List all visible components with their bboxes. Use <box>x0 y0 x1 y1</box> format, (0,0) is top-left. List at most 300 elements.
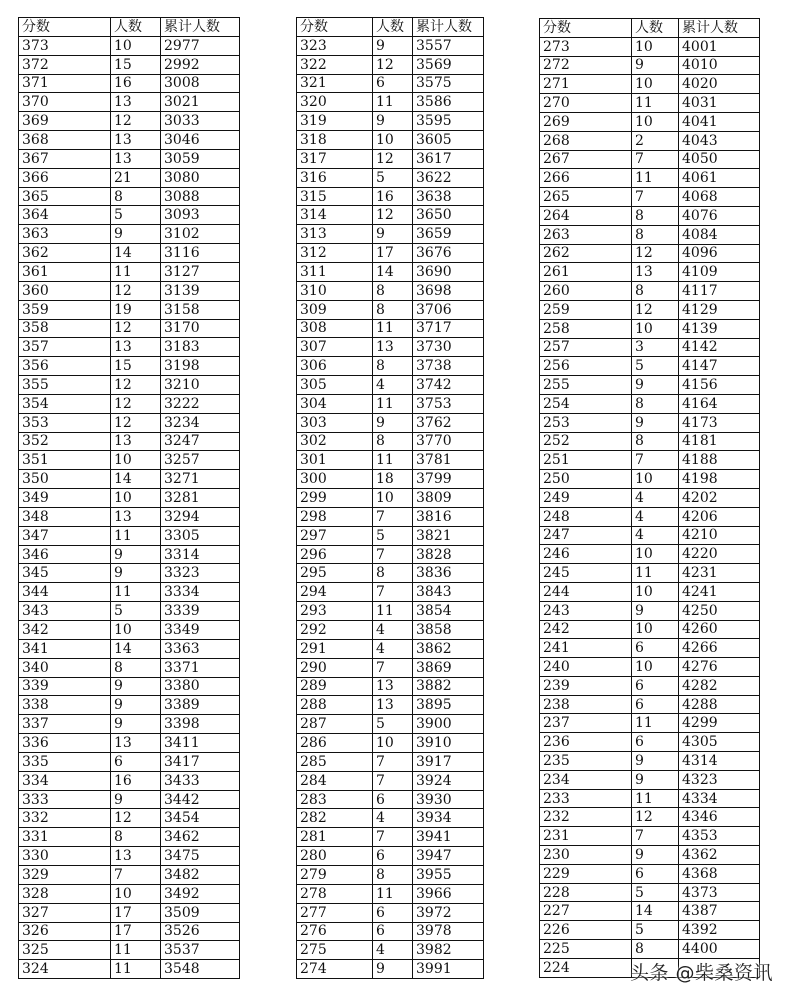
cell-cumulative: 3978 <box>413 922 484 941</box>
cell-count: 12 <box>373 206 413 225</box>
cell-count: 12 <box>111 112 161 131</box>
table-row <box>540 789 760 808</box>
table-row <box>297 771 484 790</box>
table-row <box>297 828 484 847</box>
cell-cumulative: 3257 <box>161 451 240 470</box>
cell-cumulative: 3033 <box>161 112 240 131</box>
cell-cumulative: 4041 <box>679 112 760 131</box>
header-count: 人数 <box>111 18 161 37</box>
table-row <box>19 244 240 263</box>
cell-cumulative: 3475 <box>161 847 240 866</box>
cell-score: 363 <box>19 225 111 244</box>
table-row <box>297 903 484 922</box>
cell-score: 275 <box>297 941 373 960</box>
cell-score: 308 <box>297 319 373 338</box>
cell-score: 247 <box>540 526 632 545</box>
cell-count: 8 <box>632 206 679 225</box>
table-row <box>540 921 760 940</box>
cell-score: 277 <box>297 903 373 922</box>
cell-count: 5 <box>632 357 679 376</box>
cell-count: 15 <box>111 357 161 376</box>
cell-cumulative: 4323 <box>679 770 760 789</box>
table-row <box>297 244 484 263</box>
table-row <box>540 470 760 489</box>
cell-count: 9 <box>632 770 679 789</box>
cell-cumulative: 3799 <box>413 470 484 489</box>
cell-score: 365 <box>19 187 111 206</box>
cell-score: 246 <box>540 545 632 564</box>
table-row <box>297 93 484 112</box>
table-row <box>297 752 484 771</box>
cell-score: 285 <box>297 752 373 771</box>
cell-cumulative: 3762 <box>413 413 484 432</box>
cell-count: 4 <box>632 507 679 526</box>
cell-count: 13 <box>111 131 161 150</box>
table-row <box>19 413 240 432</box>
cell-score: 312 <box>297 244 373 263</box>
table-body <box>297 36 484 978</box>
cell-cumulative: 4020 <box>679 75 760 94</box>
table-row <box>540 300 760 319</box>
cell-cumulative: 3349 <box>161 621 240 640</box>
cell-score: 281 <box>297 828 373 847</box>
table-row <box>540 846 760 865</box>
cell-count: 14 <box>111 470 161 489</box>
cell-cumulative: 2992 <box>161 55 240 74</box>
table-row <box>540 883 760 902</box>
table-row <box>19 809 240 828</box>
cell-count: 11 <box>111 583 161 602</box>
table-row <box>540 338 760 357</box>
cell-cumulative: 3210 <box>161 376 240 395</box>
table-row <box>19 583 240 602</box>
cell-cumulative: 4117 <box>679 282 760 301</box>
table-row <box>540 526 760 545</box>
cell-cumulative: 4109 <box>679 263 760 282</box>
table-row <box>19 55 240 74</box>
cell-score: 296 <box>297 545 373 564</box>
cell-score: 339 <box>19 677 111 696</box>
cell-count: 11 <box>111 526 161 545</box>
cell-cumulative: 3650 <box>413 206 484 225</box>
cell-score: 366 <box>19 168 111 187</box>
cell-score: 295 <box>297 564 373 583</box>
table-row <box>297 451 484 470</box>
table-row <box>19 376 240 395</box>
table-row <box>540 94 760 113</box>
cell-cumulative: 4334 <box>679 789 760 808</box>
table-row <box>297 526 484 545</box>
cell-cumulative: 3222 <box>161 394 240 413</box>
cell-count: 9 <box>111 225 161 244</box>
cell-cumulative: 3281 <box>161 489 240 508</box>
cell-cumulative: 4129 <box>679 300 760 319</box>
cell-cumulative: 3433 <box>161 771 240 790</box>
cell-count: 12 <box>373 55 413 74</box>
cell-cumulative: 4299 <box>679 714 760 733</box>
cell-cumulative: 3828 <box>413 545 484 564</box>
cell-cumulative: 4031 <box>679 94 760 113</box>
cell-cumulative: 4084 <box>679 225 760 244</box>
cell-score: 243 <box>540 601 632 620</box>
cell-score: 241 <box>540 639 632 658</box>
cell-score: 264 <box>540 206 632 225</box>
cell-score: 331 <box>19 828 111 847</box>
table-row <box>297 677 484 696</box>
table-row <box>540 188 760 207</box>
table-row <box>297 394 484 413</box>
cell-cumulative: 4353 <box>679 827 760 846</box>
score-table-3 <box>539 18 760 978</box>
cell-score: 315 <box>297 187 373 206</box>
cell-cumulative: 3116 <box>161 244 240 263</box>
cell-count: 7 <box>632 188 679 207</box>
cell-count: 7 <box>373 583 413 602</box>
table-row <box>540 376 760 395</box>
cell-score: 237 <box>540 714 632 733</box>
cell-count: 8 <box>632 940 679 959</box>
table-row <box>540 225 760 244</box>
cell-score: 371 <box>19 74 111 93</box>
table-row <box>297 36 484 55</box>
cell-score: 230 <box>540 846 632 865</box>
cell-count: 9 <box>373 413 413 432</box>
cell-score: 256 <box>540 357 632 376</box>
cell-score: 292 <box>297 621 373 640</box>
header-count: 人数 <box>373 18 413 37</box>
cell-count: 10 <box>373 131 413 150</box>
cell-cumulative: 4010 <box>679 56 760 75</box>
table-row <box>19 281 240 300</box>
cell-count: 12 <box>111 281 161 300</box>
table-row <box>540 131 760 150</box>
cell-score: 284 <box>297 771 373 790</box>
cell-cumulative: 3314 <box>161 545 240 564</box>
cell-count: 13 <box>111 847 161 866</box>
cell-count: 11 <box>373 394 413 413</box>
cell-score: 362 <box>19 244 111 263</box>
cell-score: 356 <box>19 357 111 376</box>
cell-score: 231 <box>540 827 632 846</box>
cell-count: 5 <box>373 526 413 545</box>
cell-cumulative: 4142 <box>679 338 760 357</box>
cell-cumulative: 3781 <box>413 451 484 470</box>
cell-count: 12 <box>632 244 679 263</box>
cell-cumulative: 4001 <box>679 37 760 56</box>
table-row <box>540 582 760 601</box>
table-row <box>297 564 484 583</box>
cell-score: 338 <box>19 696 111 715</box>
table-row <box>540 488 760 507</box>
cell-count: 11 <box>111 960 161 979</box>
table-row <box>297 715 484 734</box>
cell-cumulative: 4076 <box>679 206 760 225</box>
cell-count: 12 <box>111 809 161 828</box>
cell-cumulative: 3816 <box>413 507 484 526</box>
cell-score: 268 <box>540 131 632 150</box>
cell-cumulative: 3982 <box>413 941 484 960</box>
table-body <box>19 36 240 978</box>
cell-count: 9 <box>111 715 161 734</box>
cell-count: 13 <box>111 149 161 168</box>
cell-count: 7 <box>373 828 413 847</box>
cell-score: 276 <box>297 922 373 941</box>
cell-count: 4 <box>373 621 413 640</box>
table-row <box>540 658 760 677</box>
cell-cumulative: 3509 <box>161 903 240 922</box>
table-row <box>19 187 240 206</box>
table-row <box>297 262 484 281</box>
cell-score: 301 <box>297 451 373 470</box>
table-row <box>19 526 240 545</box>
cell-score: 327 <box>19 903 111 922</box>
cell-count: 9 <box>373 112 413 131</box>
table-row <box>297 960 484 979</box>
cell-score: 297 <box>297 526 373 545</box>
table-row <box>540 75 760 94</box>
cell-cumulative: 3548 <box>161 960 240 979</box>
cell-count: 10 <box>632 112 679 131</box>
cell-count: 9 <box>632 846 679 865</box>
cell-count: 5 <box>111 206 161 225</box>
table-row <box>19 112 240 131</box>
table-row <box>297 621 484 640</box>
table-row <box>19 696 240 715</box>
table-row <box>540 902 760 921</box>
cell-count: 6 <box>373 790 413 809</box>
table-row <box>19 715 240 734</box>
cell-score: 226 <box>540 921 632 940</box>
cell-score: 313 <box>297 225 373 244</box>
cell-cumulative: 3941 <box>413 828 484 847</box>
cell-score: 249 <box>540 488 632 507</box>
cell-score: 286 <box>297 734 373 753</box>
cell-count: 10 <box>111 884 161 903</box>
cell-count: 11 <box>373 884 413 903</box>
cell-score: 358 <box>19 319 111 338</box>
cell-cumulative: 3059 <box>161 149 240 168</box>
cell-score: 259 <box>540 300 632 319</box>
table-row <box>19 300 240 319</box>
table-row <box>19 828 240 847</box>
cell-cumulative: 3526 <box>161 922 240 941</box>
cell-score: 347 <box>19 526 111 545</box>
cell-count: 6 <box>632 676 679 695</box>
cell-count: 10 <box>632 37 679 56</box>
cell-score: 244 <box>540 582 632 601</box>
table-row <box>297 413 484 432</box>
cell-count: 8 <box>111 187 161 206</box>
table-row <box>540 37 760 56</box>
table-row <box>297 225 484 244</box>
table-row <box>19 847 240 866</box>
table-row <box>540 169 760 188</box>
cell-count: 7 <box>632 451 679 470</box>
cell-count: 11 <box>632 169 679 188</box>
cell-cumulative: 4164 <box>679 394 760 413</box>
cell-score: 305 <box>297 376 373 395</box>
cell-score: 340 <box>19 658 111 677</box>
cell-cumulative: 4314 <box>679 752 760 771</box>
cell-score: 332 <box>19 809 111 828</box>
cell-score: 232 <box>540 808 632 827</box>
cell-score: 309 <box>297 300 373 319</box>
cell-count: 4 <box>373 376 413 395</box>
cell-cumulative: 3569 <box>413 55 484 74</box>
cell-count: 11 <box>373 451 413 470</box>
table-row <box>19 734 240 753</box>
cell-score: 282 <box>297 809 373 828</box>
cell-score: 360 <box>19 281 111 300</box>
cell-count: 15 <box>111 55 161 74</box>
cell-count: 4 <box>632 488 679 507</box>
cell-cumulative: 3882 <box>413 677 484 696</box>
cell-count: 9 <box>111 677 161 696</box>
cell-score: 293 <box>297 602 373 621</box>
cell-cumulative: 4288 <box>679 695 760 714</box>
cell-count: 9 <box>373 36 413 55</box>
cell-count: 11 <box>373 319 413 338</box>
cell-count: 10 <box>111 36 161 55</box>
cell-cumulative: 4202 <box>679 488 760 507</box>
table-row <box>540 263 760 282</box>
cell-cumulative: 3854 <box>413 602 484 621</box>
cell-count: 8 <box>373 300 413 319</box>
cell-count: 6 <box>632 639 679 658</box>
cell-score: 255 <box>540 376 632 395</box>
cell-score: 274 <box>297 960 373 979</box>
cell-cumulative: 4210 <box>679 526 760 545</box>
cell-cumulative: 3934 <box>413 809 484 828</box>
cell-count: 11 <box>632 94 679 113</box>
cell-cumulative: 3843 <box>413 583 484 602</box>
cell-cumulative: 3398 <box>161 715 240 734</box>
table-row <box>540 282 760 301</box>
cell-cumulative: 3389 <box>161 696 240 715</box>
cell-score: 337 <box>19 715 111 734</box>
cell-cumulative: 3617 <box>413 149 484 168</box>
cell-cumulative: 4198 <box>679 470 760 489</box>
cell-score: 266 <box>540 169 632 188</box>
table-row <box>540 564 760 583</box>
score-table-1 <box>18 17 240 979</box>
cell-count: 19 <box>111 300 161 319</box>
cell-cumulative: 3955 <box>413 865 484 884</box>
cell-count: 9 <box>632 752 679 771</box>
table-row <box>540 733 760 752</box>
table-row <box>297 941 484 960</box>
cell-score: 302 <box>297 432 373 451</box>
cell-cumulative: 4387 <box>679 902 760 921</box>
header-score: 分数 <box>19 18 111 37</box>
cell-score: 245 <box>540 564 632 583</box>
cell-score: 335 <box>19 752 111 771</box>
cell-cumulative: 3294 <box>161 507 240 526</box>
cell-cumulative: 3305 <box>161 526 240 545</box>
cell-count: 7 <box>373 771 413 790</box>
cell-count: 6 <box>373 847 413 866</box>
cell-count: 12 <box>111 394 161 413</box>
cell-count: 10 <box>111 451 161 470</box>
cell-score: 261 <box>540 263 632 282</box>
cell-score: 306 <box>297 357 373 376</box>
cell-cumulative: 4368 <box>679 864 760 883</box>
cell-score: 270 <box>540 94 632 113</box>
cell-count: 6 <box>632 695 679 714</box>
cell-count: 11 <box>632 714 679 733</box>
cell-cumulative: 3770 <box>413 432 484 451</box>
table-row <box>297 922 484 941</box>
cell-score: 336 <box>19 734 111 753</box>
cell-cumulative: 3158 <box>161 300 240 319</box>
table-row <box>297 809 484 828</box>
cell-score: 257 <box>540 338 632 357</box>
cell-cumulative: 3900 <box>413 715 484 734</box>
cell-count: 12 <box>111 376 161 395</box>
cell-count: 10 <box>632 470 679 489</box>
cell-cumulative: 4266 <box>679 639 760 658</box>
table-row <box>19 470 240 489</box>
cell-score: 350 <box>19 470 111 489</box>
cell-score: 369 <box>19 112 111 131</box>
table-row <box>19 790 240 809</box>
cell-cumulative: 3371 <box>161 658 240 677</box>
table-row <box>297 658 484 677</box>
cell-score: 367 <box>19 149 111 168</box>
cell-count: 9 <box>373 960 413 979</box>
cell-cumulative: 3334 <box>161 583 240 602</box>
cell-cumulative: 3442 <box>161 790 240 809</box>
table-row <box>297 338 484 357</box>
cell-count: 14 <box>111 639 161 658</box>
cell-score: 287 <box>297 715 373 734</box>
cell-count: 11 <box>373 602 413 621</box>
table-row <box>297 602 484 621</box>
cell-count: 9 <box>111 696 161 715</box>
cell-cumulative: 3717 <box>413 319 484 338</box>
cell-cumulative: 3917 <box>413 752 484 771</box>
cell-cumulative: 3858 <box>413 621 484 640</box>
cell-count: 8 <box>111 828 161 847</box>
cell-score: 250 <box>540 470 632 489</box>
table-row <box>297 149 484 168</box>
cell-count: 12 <box>111 319 161 338</box>
cell-score: 267 <box>540 150 632 169</box>
cell-count: 5 <box>373 168 413 187</box>
cell-score: 364 <box>19 206 111 225</box>
cell-cumulative: 4188 <box>679 451 760 470</box>
cell-score: 263 <box>540 225 632 244</box>
cell-score: 317 <box>297 149 373 168</box>
table-row <box>19 545 240 564</box>
table-row <box>297 865 484 884</box>
table-row <box>297 281 484 300</box>
cell-count: 8 <box>373 432 413 451</box>
cell-count: 9 <box>111 545 161 564</box>
table-row <box>540 620 760 639</box>
cell-count: 16 <box>111 74 161 93</box>
cell-score: 227 <box>540 902 632 921</box>
table-row <box>19 677 240 696</box>
cell-cumulative: 4250 <box>679 601 760 620</box>
cell-cumulative: 3127 <box>161 262 240 281</box>
table-row <box>19 658 240 677</box>
cell-count: 17 <box>111 903 161 922</box>
cell-cumulative: 3046 <box>161 131 240 150</box>
cell-cumulative: 3323 <box>161 564 240 583</box>
header-score: 分数 <box>540 19 632 38</box>
cell-count: 11 <box>632 564 679 583</box>
